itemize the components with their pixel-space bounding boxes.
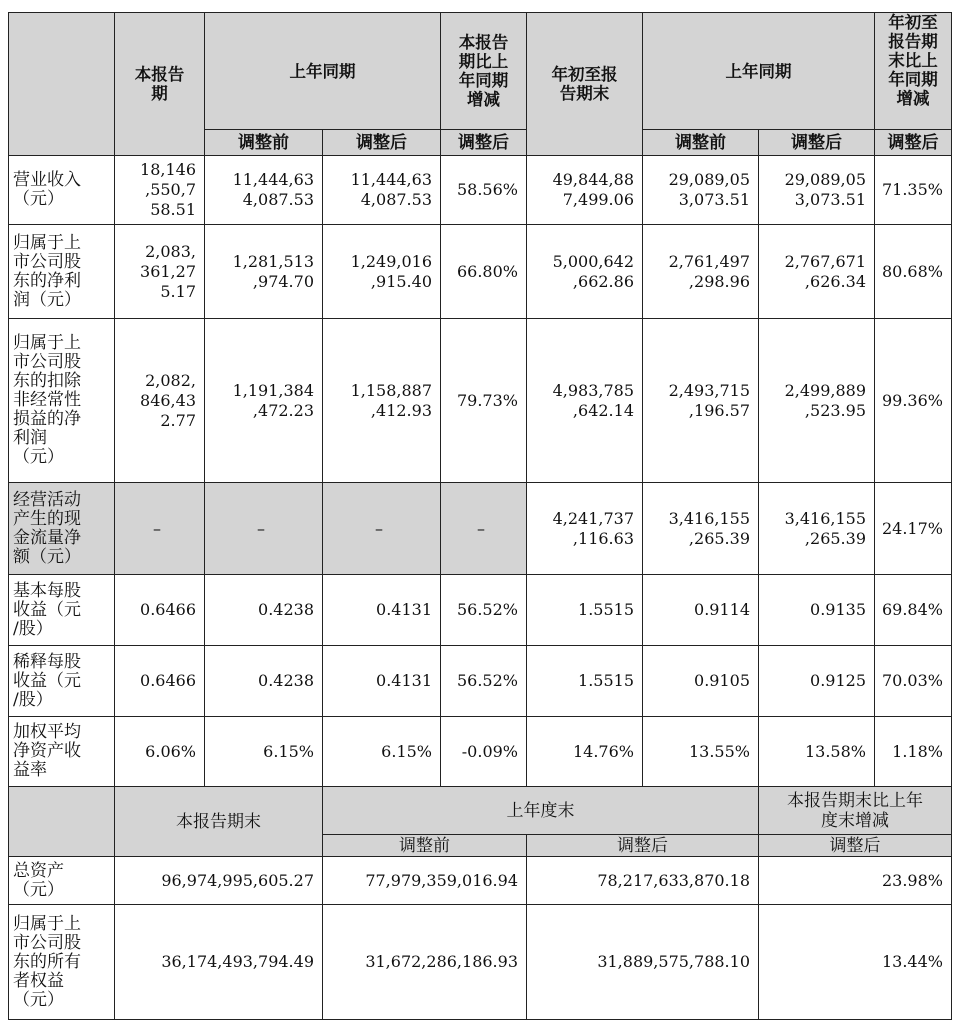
value-cell: 11,444,63 4,087.53 [323, 156, 441, 225]
value-cell: 31,672,286,186.93 [323, 905, 527, 1020]
value-cell: 70.03% [875, 646, 952, 717]
header-yoy-change: 本报告 期比上 年同期 增减 [441, 13, 527, 130]
value-cell: 2,761,497 ,298.96 [643, 225, 759, 319]
value-cell: 1,158,887 ,412.93 [323, 319, 441, 483]
bottom-header-after-adj: 调整后 [527, 835, 759, 857]
value-cell: 66.80% [441, 225, 527, 319]
value-cell: 2,083, 361,27 5.17 [115, 225, 205, 319]
value-cell: 13.55% [643, 717, 759, 787]
value-cell: 78,217,633,870.18 [527, 857, 759, 905]
value-cell: 0.6466 [115, 646, 205, 717]
header-prior-period: 上年同期 [205, 13, 441, 130]
header-before-adj: 调整前 [205, 130, 323, 156]
table-row [9, 717, 952, 787]
value-cell: 1,281,513 ,974.70 [205, 225, 323, 319]
bottom-header-change-after-adj: 调整后 [759, 835, 952, 857]
value-cell: 2,499,889 ,523.95 [759, 319, 875, 483]
value-cell: 0.4238 [205, 575, 323, 646]
value-cell: 0.9125 [759, 646, 875, 717]
value-cell: 79.73% [441, 319, 527, 483]
table-row [9, 857, 952, 905]
table-row [9, 905, 952, 1020]
value-cell: 31,889,575,788.10 [527, 905, 759, 1020]
value-cell: – [115, 483, 205, 575]
header-this-period: 本报告 期 [115, 13, 205, 156]
value-cell: 36,174,493,794.49 [115, 905, 323, 1020]
value-cell: – [441, 483, 527, 575]
value-cell: 0.9135 [759, 575, 875, 646]
value-cell: 0.4238 [205, 646, 323, 717]
value-cell: 1,191,384 ,472.23 [205, 319, 323, 483]
value-cell: 3,416,155 ,265.39 [643, 483, 759, 575]
value-cell: 1.5515 [527, 575, 643, 646]
value-cell: 14.76% [527, 717, 643, 787]
table-row [9, 225, 952, 319]
value-cell: 1.18% [875, 717, 952, 787]
value-cell: -0.09% [441, 717, 527, 787]
value-cell: 5,000,642 ,662.86 [527, 225, 643, 319]
row-label: 营业收入 （元） [9, 156, 115, 225]
value-cell: 29,089,05 3,073.51 [759, 156, 875, 225]
value-cell: 56.52% [441, 646, 527, 717]
header-ytd-after-adj: 调整后 [759, 130, 875, 156]
row-label: 总资产 （元） [9, 857, 115, 905]
row-label: 归属于上 市公司股 东的所有 者权益 （元） [9, 905, 115, 1020]
value-cell: 0.9114 [643, 575, 759, 646]
value-cell: 2,082, 846,43 2.77 [115, 319, 205, 483]
value-cell: 69.84% [875, 575, 952, 646]
value-cell: 6.15% [323, 717, 441, 787]
row-label: 基本每股 收益（元 /股） [9, 575, 115, 646]
row-label: 加权平均 净资产收 益率 [9, 717, 115, 787]
value-cell: 96,974,995,605.27 [115, 857, 323, 905]
row-label: 经营活动 产生的现 金流量净 额（元） [9, 483, 115, 575]
value-cell: 77,979,359,016.94 [323, 857, 527, 905]
header-ytd-change-after-adj: 调整后 [875, 130, 952, 156]
value-cell: 1.5515 [527, 646, 643, 717]
value-cell: 11,444,63 4,087.53 [205, 156, 323, 225]
table-row [9, 646, 952, 717]
balance-sheet-table [8, 786, 952, 1020]
value-cell: 29,089,05 3,073.51 [643, 156, 759, 225]
value-cell: 1,249,016 ,915.40 [323, 225, 441, 319]
bottom-header-blank-cell [9, 787, 115, 857]
value-cell: 0.9105 [643, 646, 759, 717]
value-cell: 58.56% [441, 156, 527, 225]
value-cell: 13.44% [759, 905, 952, 1020]
header-ytd: 年初至报 告期末 [527, 13, 643, 156]
header-prior-ytd: 上年同期 [643, 13, 875, 130]
table-row [9, 575, 952, 646]
value-cell: 0.4131 [323, 646, 441, 717]
value-cell: 4,241,737 ,116.63 [527, 483, 643, 575]
value-cell: 2,767,671 ,626.34 [759, 225, 875, 319]
row-label: 归属于上 市公司股 东的扣除 非经常性 损益的净 利润 （元） [9, 319, 115, 483]
value-cell: 99.36% [875, 319, 952, 483]
value-cell: 6.06% [115, 717, 205, 787]
value-cell: 18,146 ,550,7 58.51 [115, 156, 205, 225]
header-after-adj: 调整后 [323, 130, 441, 156]
header-period-end-change: 本报告期末比上年 度末增减 [759, 787, 952, 835]
value-cell: 3,416,155 ,265.39 [759, 483, 875, 575]
value-cell: 0.4131 [323, 575, 441, 646]
value-cell: – [323, 483, 441, 575]
value-cell: – [205, 483, 323, 575]
value-cell: 4,983,785 ,642.14 [527, 319, 643, 483]
value-cell: 13.58% [759, 717, 875, 787]
row-label: 归属于上 市公司股 东的净利 润（元） [9, 225, 115, 319]
header-prior-year-end: 上年度末 [323, 787, 759, 835]
header-period-end: 本报告期末 [115, 787, 323, 857]
table-row [9, 483, 952, 575]
value-cell: 23.98% [759, 857, 952, 905]
value-cell: 56.52% [441, 575, 527, 646]
header-ytd-change: 年初至 报告期 末比上 年同期 增减 [875, 13, 952, 130]
quarterly-financial-table [8, 12, 952, 787]
value-cell: 49,844,88 7,499.06 [527, 156, 643, 225]
row-label: 稀释每股 收益（元 /股） [9, 646, 115, 717]
value-cell: 2,493,715 ,196.57 [643, 319, 759, 483]
bottom-header-before-adj: 调整前 [323, 835, 527, 857]
value-cell: 24.17% [875, 483, 952, 575]
value-cell: 0.6466 [115, 575, 205, 646]
value-cell: 6.15% [205, 717, 323, 787]
header-yoy-after-adj: 调整后 [441, 130, 527, 156]
value-cell: 71.35% [875, 156, 952, 225]
table-row [9, 319, 952, 483]
table-row [9, 156, 952, 225]
header-blank-cell [9, 13, 115, 156]
header-ytd-before-adj: 调整前 [643, 130, 759, 156]
value-cell: 80.68% [875, 225, 952, 319]
